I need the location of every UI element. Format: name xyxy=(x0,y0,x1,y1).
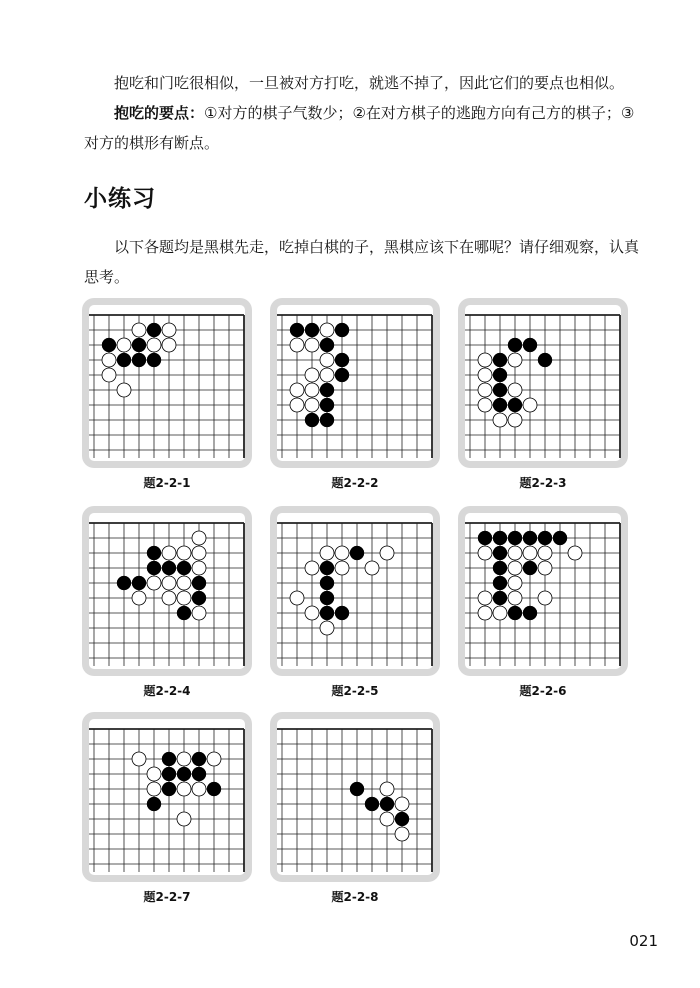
white-stone xyxy=(478,546,492,560)
key-points-label: 抱吃的要点： xyxy=(114,104,205,122)
go-board[interactable] xyxy=(89,719,245,875)
white-stone xyxy=(192,561,206,575)
problem-caption: 题2-2-3 xyxy=(519,476,567,490)
white-stone xyxy=(508,591,522,605)
white-stone xyxy=(320,353,334,367)
white-stone xyxy=(192,546,206,560)
white-stone xyxy=(493,606,507,620)
go-board[interactable] xyxy=(89,513,245,669)
problem-caption: 题2-2-1 xyxy=(143,476,191,490)
page-number: 021 xyxy=(629,932,658,950)
black-stone xyxy=(493,353,507,367)
black-stone xyxy=(523,531,537,545)
white-stone xyxy=(147,338,161,352)
white-stone xyxy=(162,576,176,590)
white-stone xyxy=(508,576,522,590)
black-stone xyxy=(335,606,349,620)
black-stone xyxy=(320,383,334,397)
black-stone xyxy=(177,767,191,781)
black-stone xyxy=(117,353,131,367)
white-stone xyxy=(320,621,334,635)
white-stone xyxy=(290,338,304,352)
white-stone xyxy=(290,383,304,397)
black-stone xyxy=(192,591,206,605)
white-stone xyxy=(102,353,116,367)
problem-caption: 题2-2-8 xyxy=(331,890,379,904)
black-stone xyxy=(523,606,537,620)
black-stone xyxy=(162,767,176,781)
white-stone xyxy=(365,561,379,575)
problem-caption: 题2-2-2 xyxy=(331,476,379,490)
key-points-paragraph xyxy=(84,98,644,158)
white-stone xyxy=(320,368,334,382)
white-stone xyxy=(162,323,176,337)
black-stone xyxy=(147,797,161,811)
section-title: 小练习 xyxy=(84,186,156,212)
board-frame xyxy=(458,506,628,676)
black-stone xyxy=(147,546,161,560)
black-stone xyxy=(538,353,552,367)
white-stone xyxy=(162,591,176,605)
black-stone xyxy=(395,812,409,826)
black-stone xyxy=(335,368,349,382)
go-board[interactable] xyxy=(465,305,621,461)
white-stone xyxy=(478,606,492,620)
black-stone xyxy=(192,767,206,781)
black-stone xyxy=(320,561,334,575)
white-stone xyxy=(305,368,319,382)
black-stone xyxy=(207,782,221,796)
white-stone xyxy=(207,752,221,766)
white-stone xyxy=(478,353,492,367)
black-stone xyxy=(320,576,334,590)
black-stone xyxy=(493,531,507,545)
white-stone xyxy=(568,546,582,560)
black-stone xyxy=(132,338,146,352)
black-stone xyxy=(177,561,191,575)
white-stone xyxy=(117,338,131,352)
problem-caption: 题2-2-6 xyxy=(519,684,567,698)
white-stone xyxy=(538,591,552,605)
black-stone xyxy=(493,368,507,382)
white-stone xyxy=(493,413,507,427)
black-stone xyxy=(192,576,206,590)
black-stone xyxy=(508,606,522,620)
board-grid xyxy=(277,729,432,872)
white-stone xyxy=(508,561,522,575)
white-stone xyxy=(147,767,161,781)
white-stone xyxy=(395,797,409,811)
white-stone xyxy=(132,752,146,766)
white-stone xyxy=(380,546,394,560)
black-stone xyxy=(147,323,161,337)
white-stone xyxy=(523,546,537,560)
white-stone xyxy=(305,606,319,620)
white-stone xyxy=(305,561,319,575)
white-stone xyxy=(177,782,191,796)
white-stone xyxy=(147,782,161,796)
board-frame xyxy=(82,298,252,468)
black-stone xyxy=(305,413,319,427)
black-stone xyxy=(350,782,364,796)
problem-caption: 题2-2-4 xyxy=(143,684,191,698)
white-stone xyxy=(380,782,394,796)
black-stone xyxy=(553,531,567,545)
black-stone xyxy=(147,353,161,367)
black-stone xyxy=(493,576,507,590)
white-stone xyxy=(305,398,319,412)
white-stone xyxy=(523,398,537,412)
board-frame xyxy=(270,712,440,882)
white-stone xyxy=(192,606,206,620)
board-frame xyxy=(82,506,252,676)
white-stone xyxy=(290,591,304,605)
instruction-paragraph: 以下各题均是黑棋先走，吃掉白棋的子，黑棋应该下在哪呢？请仔细观察，认真思考。 xyxy=(84,238,640,286)
white-stone xyxy=(147,576,161,590)
black-stone xyxy=(320,413,334,427)
intro-paragraph: 抱吃和门吃很相似，一旦被对方打吃，就逃不掉了，因此它们的要点也相似。 xyxy=(114,74,625,92)
black-stone xyxy=(162,782,176,796)
black-stone xyxy=(335,323,349,337)
white-stone xyxy=(177,812,191,826)
black-stone xyxy=(350,546,364,560)
white-stone xyxy=(177,752,191,766)
white-stone xyxy=(320,323,334,337)
problem-caption: 题2-2-5 xyxy=(331,684,379,698)
white-stone xyxy=(478,398,492,412)
white-stone xyxy=(478,368,492,382)
black-stone xyxy=(117,576,131,590)
white-stone xyxy=(162,546,176,560)
black-stone xyxy=(335,353,349,367)
white-stone xyxy=(538,561,552,575)
black-stone xyxy=(380,797,394,811)
white-stone xyxy=(335,546,349,560)
black-stone xyxy=(102,338,116,352)
white-stone xyxy=(335,561,349,575)
board-frame xyxy=(82,712,252,882)
white-stone xyxy=(395,827,409,841)
white-stone xyxy=(508,413,522,427)
black-stone xyxy=(508,531,522,545)
black-stone xyxy=(290,323,304,337)
black-stone xyxy=(493,398,507,412)
white-stone xyxy=(478,383,492,397)
key-points-text: ①对方的棋子气数少；②在对方棋子的逃跑方向有己方的棋子；③对方的棋形有断点。 xyxy=(84,104,635,152)
black-stone xyxy=(365,797,379,811)
black-stone xyxy=(305,323,319,337)
white-stone xyxy=(305,383,319,397)
board-frame xyxy=(270,506,440,676)
white-stone xyxy=(508,383,522,397)
black-stone xyxy=(162,752,176,766)
board-grid xyxy=(89,729,244,872)
white-stone xyxy=(508,546,522,560)
go-board[interactable] xyxy=(277,719,433,875)
white-stone xyxy=(192,531,206,545)
black-stone xyxy=(538,531,552,545)
white-stone xyxy=(508,353,522,367)
black-stone xyxy=(493,561,507,575)
problem-caption: 题2-2-7 xyxy=(143,890,191,904)
black-stone xyxy=(320,338,334,352)
white-stone xyxy=(162,338,176,352)
white-stone xyxy=(117,383,131,397)
white-stone xyxy=(538,546,552,560)
go-board[interactable] xyxy=(465,513,621,669)
white-stone xyxy=(177,546,191,560)
white-stone xyxy=(177,576,191,590)
white-stone xyxy=(320,546,334,560)
white-stone xyxy=(132,591,146,605)
black-stone xyxy=(320,398,334,412)
white-stone xyxy=(290,398,304,412)
go-board[interactable] xyxy=(89,305,245,461)
black-stone xyxy=(508,398,522,412)
white-stone xyxy=(478,591,492,605)
white-stone xyxy=(380,812,394,826)
black-stone xyxy=(508,338,522,352)
black-stone xyxy=(320,606,334,620)
black-stone xyxy=(320,591,334,605)
black-stone xyxy=(192,752,206,766)
black-stone xyxy=(177,606,191,620)
go-board[interactable] xyxy=(277,513,433,669)
black-stone xyxy=(493,383,507,397)
black-stone xyxy=(147,561,161,575)
white-stone xyxy=(192,782,206,796)
black-stone xyxy=(523,338,537,352)
black-stone xyxy=(493,546,507,560)
board-frame xyxy=(458,298,628,468)
board-frame xyxy=(270,298,440,468)
black-stone xyxy=(132,353,146,367)
black-stone xyxy=(493,591,507,605)
white-stone xyxy=(102,368,116,382)
white-stone xyxy=(177,591,191,605)
go-board[interactable] xyxy=(277,305,433,461)
white-stone xyxy=(305,338,319,352)
black-stone xyxy=(132,576,146,590)
white-stone xyxy=(132,323,146,337)
black-stone xyxy=(478,531,492,545)
black-stone xyxy=(162,561,176,575)
black-stone xyxy=(523,561,537,575)
